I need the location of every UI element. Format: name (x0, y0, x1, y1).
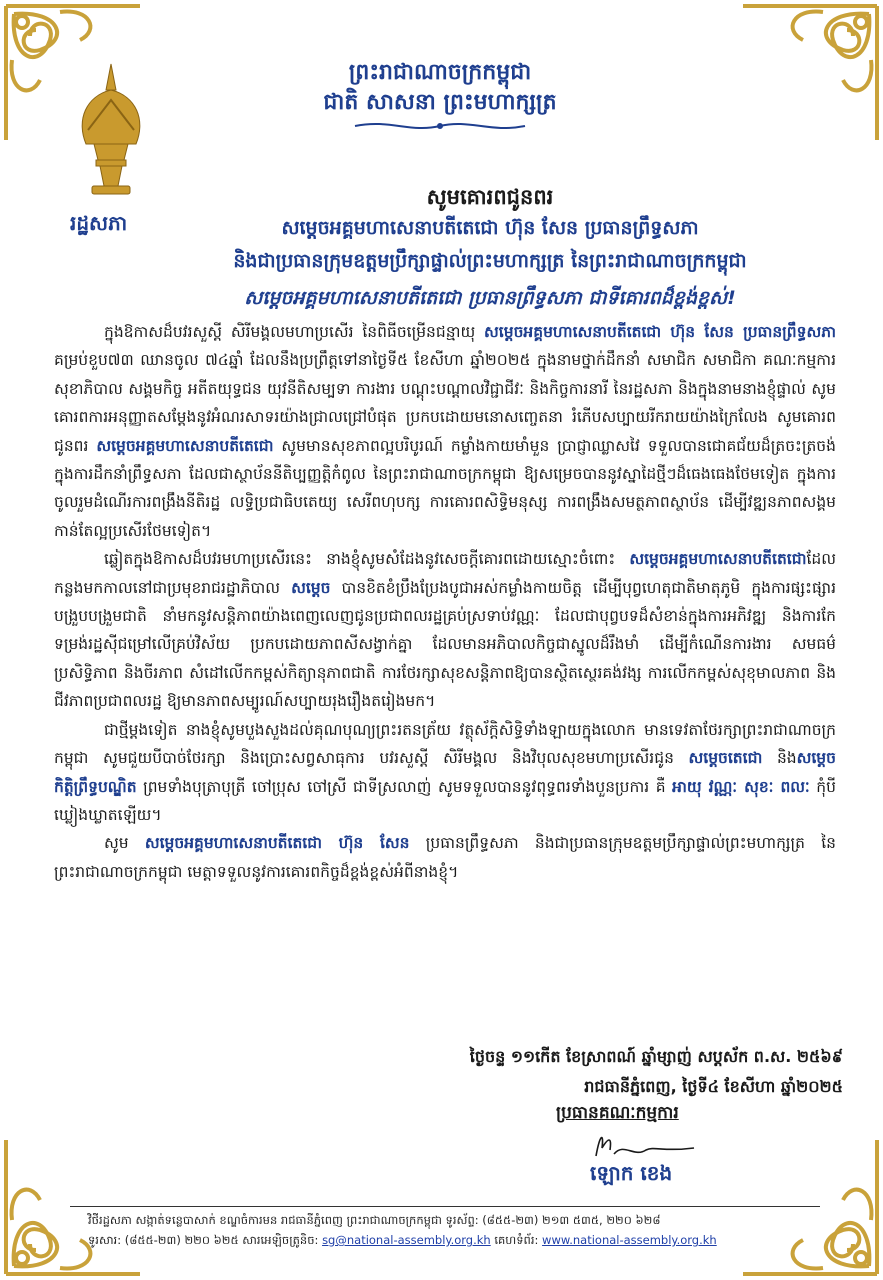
date-block (470, 1042, 843, 1102)
text-run: ដែលកន្លងមកកាលនៅជាប្រមុខរាជរដ្ឋាភិបាល (54, 550, 836, 597)
paragraph-3 (54, 716, 836, 830)
highlight-run: សម្តេចកិត្តិព្រឹទ្ធបណ្ឌិត (54, 749, 836, 796)
ornament-corner-bottom-right (733, 1130, 883, 1280)
recipient-heading: សម្តេចអគ្គមហាសេនាបតីតេជោ ហ៊ុន សែន ប្រធានព្រឹទ្ធសភា (281, 217, 699, 239)
national-assembly-emblem-icon (66, 60, 156, 200)
text-run: កុំបីឃ្លៀងឃ្លាតឡើយ។ (54, 777, 836, 824)
footer-contact (88, 1230, 818, 1250)
letter-body (54, 318, 836, 886)
ornament-corner-top-right (733, 0, 883, 150)
place-date: រាជធានីភ្នំពេញ, ថ្ងៃទី៤ ខែសីហា ឆ្នាំ២០២៥ (584, 1077, 843, 1096)
lunar-date: ថ្ងៃចន្ទ ១១កើត ខែស្រាពណ៍ ឆ្នាំម្សាញ់ សប្តស័ក ព.ស. ២៥៦៩ (469, 1047, 843, 1066)
paragraph-1 (54, 318, 836, 545)
text-run: ក្នុងឱកាសដ៏បវរសួស្តី សិរីមង្គលមហាប្រសើរ នៃពិធីចម្រើនជន្មាយុ (104, 323, 485, 341)
text-run: សូម (104, 834, 145, 853)
footer-address: វិថីរដ្ឋសភា សង្កាត់ទន្លេបាសាក់ ខណ្ឌចំការមន រាជធានីភ្នំពេញ ព្រះរាជាណាចក្រកម្ពុជា ទូរស័ព្ទ: (៨៥៥-២៣) ២១៣ ៥៣៥, ២២០ ៦២៨ (88, 1213, 661, 1227)
signer-name: ឡោក ខេង (590, 1161, 673, 1185)
paragraph-4 (54, 829, 836, 886)
kingdom-title: ព្រះរាជាណាចក្រកម្ពុជា (348, 60, 532, 85)
text-run: និង (762, 749, 797, 768)
text-run: ជាថ្មីម្តងទៀត នាងខ្ញុំសូមបួងសួងដល់គុណបុណ្យព្រះរតនត្រ័យ វត្ថុស័ក្តិសិទ្ធិទាំងឡាយក្នុងលោក មានទេវតាថែរក្សាព្រះរាជាណាចក្រកម្ពុជា សូមជួយបីបាច់ថែរក្សា និងប្រោះសព្វសាធុការ បវរសួស្តី សិរីមង្គល និងវិបុលសុខមហាប្រសើរជូន (54, 720, 836, 768)
text-run: សូមមានសុខភាពល្អបរិបូរណ៍ កម្លាំងកាយមាំមួន ប្រាជ្ញាឈ្លាសវៃ ទទួលបានជោគជ័យដ៏ត្រចះត្រចង់ ក្នុងការដឹកនាំព្រឹទ្ធសភា ដែលជាស្ថាប័ននីតិប្បញ្ញត្តិកំពូល នៃព្រះរាជាណាចក្រកម្ពុជា ឱ្យសម្រេចបាននូវស្នាដៃថ្មីៗដ៏ធេងធេងថែមទៀត ក្នុងការចូលរួមដំណើរការពង្រឹងនីតិរដ្ឋ លទ្ធិប្រជាធិបតេយ្យ សេរីពហុបក្ស ការគោរពសិទ្ធិមនុស្ស ការពង្រឹងសមត្ថភាពស្ថាប័ន ដើម្បីវឌ្ឍនភាពសង្គមកាន់តែល្អប្រសើរថែមទៀត។ (54, 436, 836, 540)
signature-icon (590, 1128, 700, 1164)
fax-label: ទូរសារ: (៨៥៥-២៣) ២២០ ៦២៥ សារអេឡិចត្រូនិច: (88, 1233, 323, 1247)
text-run: គម្រប់ខួប៧៣ ឈានចូល ៧៤ឆ្នាំ ដែលនឹងប្រព្រឹត្តទៅនាថ្ងៃទី៥ ខែសីហា ឆ្នាំ២០២៥ ក្នុងនាមថ្នាក់ដឹកនាំ សមាជិក សមាជិកា គណៈកម្មការសុខាភិបាល សង្គមកិច្ច អតីតយុទ្ធជន យុវនីតិសម្បទា ការងារ បណ្តុះបណ្តាលវិជ្ជាជីវៈ និងកិច្ចការនារី នៃរដ្ឋសភា និងក្នុងនាមនាងខ្ញុំផ្ទាល់ សូមគោរពការអនុញ្ញាតសម្តែងនូវអំណរសាទរយ៉ាងជ្រាលជ្រៅបំផុត ប្រកបដោយមនោសញ្ចេតនា រំភើបសប្បាយរីករាយយ៉ាងក្រៃលែង សូមគោរពជូនពរ (54, 351, 836, 455)
highlight-run: អាយុ វណ្ណៈ សុខៈ ពលៈ (672, 777, 810, 796)
recipient-role-heading: និងជាប្រធានក្រុមឧត្តមប្រឹក្សាផ្ទាល់ព្រះមហាក្សត្រ នៃព្រះរាជាណាចក្រកម្ពុជា (233, 250, 747, 272)
kingdom-header (250, 58, 630, 118)
national-motto: ជាតិ សាសនា ព្រះមហាក្សត្រ (323, 90, 557, 115)
highlight-run: សម្តេចតេជោ (688, 749, 763, 768)
greeting-heading: សូមគោរពជូនពរ (426, 185, 554, 209)
highlight-run: សម្តេចអគ្គមហាសេនាបតីតេជោ (96, 436, 274, 455)
footer-divider (70, 1206, 820, 1207)
highlight-run: សម្តេច (291, 578, 331, 597)
text-run: ប្រធានព្រឹទ្ធសភា និងជាប្រធានក្រុមឧត្តមប្រឹក្សាផ្ទាល់ព្រះមហាក្សត្រ នៃព្រះរាជាណាចក្រកម្ពុជា មេត្តាទទួលនូវការគោរពកិច្ចដ៏ខ្ពង់ខ្ពស់អំពីនាងខ្ញុំ។ (54, 834, 836, 881)
website-label: គេហទំព័រ: (490, 1233, 543, 1247)
website-link[interactable]: www.national-assembly.org.kh (542, 1233, 717, 1247)
header-flourish-icon (350, 118, 530, 132)
footer (88, 1210, 818, 1250)
ornament-corner-bottom-left (0, 1130, 150, 1280)
tagline-heading: សម្តេចអគ្គមហាសេនាបតីតេជោ ប្រធានព្រឹទ្ធសភា ជាទីគោរពដ៏ខ្ពង់ខ្ពស់! (244, 287, 736, 309)
email-link[interactable]: sg@national-assembly.org.kh (322, 1233, 491, 1247)
text-run: បានខិតខំប្រឹងប្រែងបូជាអស់កម្លាំងកាយចិត្ត ដើម្បីបុព្វហេតុជាតិមាតុភូមិ ក្នុងការផ្សះផ្សារ បង្រួបបង្រួមជាតិ នាំមកនូវសន្តិភាពយ៉ាងពេញលេញជូនប្រជាពលរដ្ឋគ្រប់ស្រទាប់វណ្ណៈ ដែលជាបុព្វបទដ៏សំខាន់ក្នុងការអភិវឌ្ឍ និងការកែទម្រង់រដ្ឋស៊ីជម្រៅលើគ្រប់វិស័យ ប្រកបដោយភាពសីសង្វាក់គ្នា ដែលមានអភិបាលកិច្ចជាស្នូលដ៏រឹងមាំ ដើម្បីកំណើនការងារ សមធម៌ ប្រសិទ្ធិភាព និងចីរភាព សំដៅលើកកម្ពស់កិត្យានុភាពជាតិ ការថែរក្សាសុខសន្តិភាពឱ្យបានស្ថិតស្ថេរគង់វង្ស ការលើកកម្ពស់សុខុមាលភាព និងជីវភាពប្រជាពលរដ្ឋ ឱ្យមានភាពសម្បូរណ៍សប្បាយរុងរឿងតរៀងមក។ (54, 578, 837, 711)
signer-title: ប្រធានគណៈកម្មការ (556, 1103, 679, 1123)
paragraph-2 (54, 545, 836, 715)
text-run: ព្រមទាំងបុត្រាបុត្រី ចៅប្រុស ចៅស្រី ជាទីស្រលាញ់ សូមទទួលបាននូវពុទ្ធពរទាំងបួនប្រការ គឺ (136, 777, 673, 796)
institution-label: រដ្ឋសភា (70, 211, 128, 235)
highlight-run: សម្តេចអគ្គមហាសេនាបតីតេជោ ហ៊ុន សែន ប្រធានព្រឹទ្ធសភា (484, 323, 836, 341)
highlight-run: សម្តេចអគ្គមហាសេនាបតីតេជោ ហ៊ុន សែន (144, 834, 410, 853)
text-run: ឆ្លៀតក្នុងឱកាសដ៏បវរមហាប្រសើរនេះ នាងខ្ញុំសូមសំដែងនូវសេចក្តីគោរពដោយស្មោះចំពោះ (104, 550, 630, 569)
highlight-run: សម្តេចអគ្គមហាសេនាបតីតេជោ (629, 550, 807, 569)
